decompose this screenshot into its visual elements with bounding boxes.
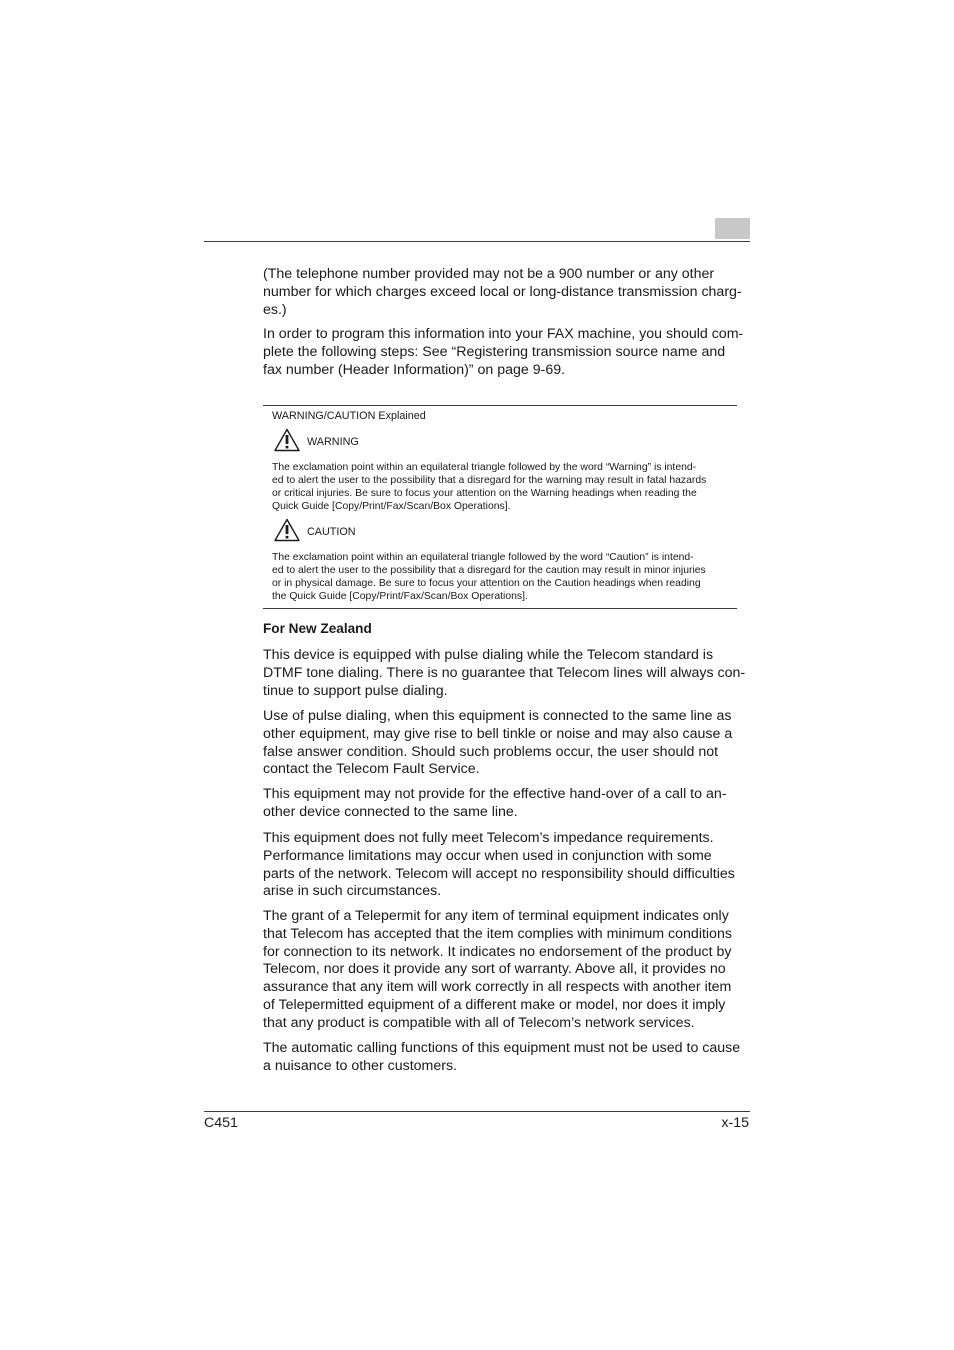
caution-label: CAUTION [307, 526, 356, 538]
warning-caution-box [263, 405, 737, 609]
caution-triangle-icon [274, 518, 300, 542]
warning-text: The exclamation point within an equilateral triangle followed by the word “Warning” is intend- ed to alert the user to the possibility that a disregard for the warning may result in fatal hazards or critical injuries. Be sure to focus your attention on the Warning headings when reading the Quick Guide [Copy/Print/Fax/Scan/Box Operations]. [272, 462, 707, 512]
nz-paragraph-2: Use of pulse dialing, when this equipment is connected to the same line as other equipment, may give rise to bell tinkle or noise and may also cause a false answer condition. Should such problems occur, the user should not contact the Telecom Fault Service. [263, 708, 733, 778]
nz-paragraph-5: The grant of a Telepermit for any item of terminal equipment indicates only that Telecom has accepted that the item complies with minimum conditions for connection to its network. It indicates no endorsement of the product by Telecom, nor does it provide any sort of warranty. Above all, it provides no assurance that any item will work correctly in all respects with another item of Telepermitted equipment of a different make or model, nor does it imply that any product is compatible with all of Telecom’s network services. [263, 908, 732, 1031]
warning-label: WARNING [307, 436, 359, 448]
footer-model: C451 [204, 1115, 238, 1131]
nz-paragraph-3: This equipment may not provide for the effective hand-over of a call to an- other device connected to the same line. [263, 786, 727, 820]
nz-paragraph-6: The automatic calling functions of this equipment must not be used to cause a nuisance to other customers. [263, 1040, 741, 1074]
footer-rule [204, 1111, 750, 1112]
caution-text: The exclamation point within an equilateral triangle followed by the word “Caution” is intend- ed to alert the user to the possibility that a disregard for the caution may result in minor injuries or in physical damage. Be sure to focus your attention on the Caution headings when reading the Quick Guide [Copy/Print/Fax/Scan/Box Operations]. [272, 552, 706, 602]
header-rule [204, 241, 750, 242]
nz-paragraph-4: This equipment does not fully meet Telecom’s impedance requirements. Performance limitations may occur when used in conjunction with some parts of the network. Telecom will accept no responsibility should difficulties arise in such circumstances. [263, 830, 735, 900]
intro-paragraph-2: In order to program this information into your FAX machine, you should com- plete the following steps: See “Registering transmission source name and fax number (Header Information)” on page 9-69. [263, 326, 744, 378]
chapter-tab [715, 218, 750, 239]
nz-paragraph-1: This device is equipped with pulse dialing while the Telecom standard is DTMF tone dialing. There is no guarantee that Telecom lines will always con- tinue to support pulse dialing. [263, 647, 746, 699]
intro-paragraph-1: (The telephone number provided may not be a 900 number or any other number for which charges exceed local or long-distance transmission charg- es.) [263, 266, 742, 318]
warning-triangle-icon [274, 428, 300, 452]
footer-page-number: x-15 [721, 1115, 749, 1131]
box-title: WARNING/CAUTION Explained [272, 410, 426, 422]
section-heading-new-zealand: For New Zealand [263, 621, 372, 636]
